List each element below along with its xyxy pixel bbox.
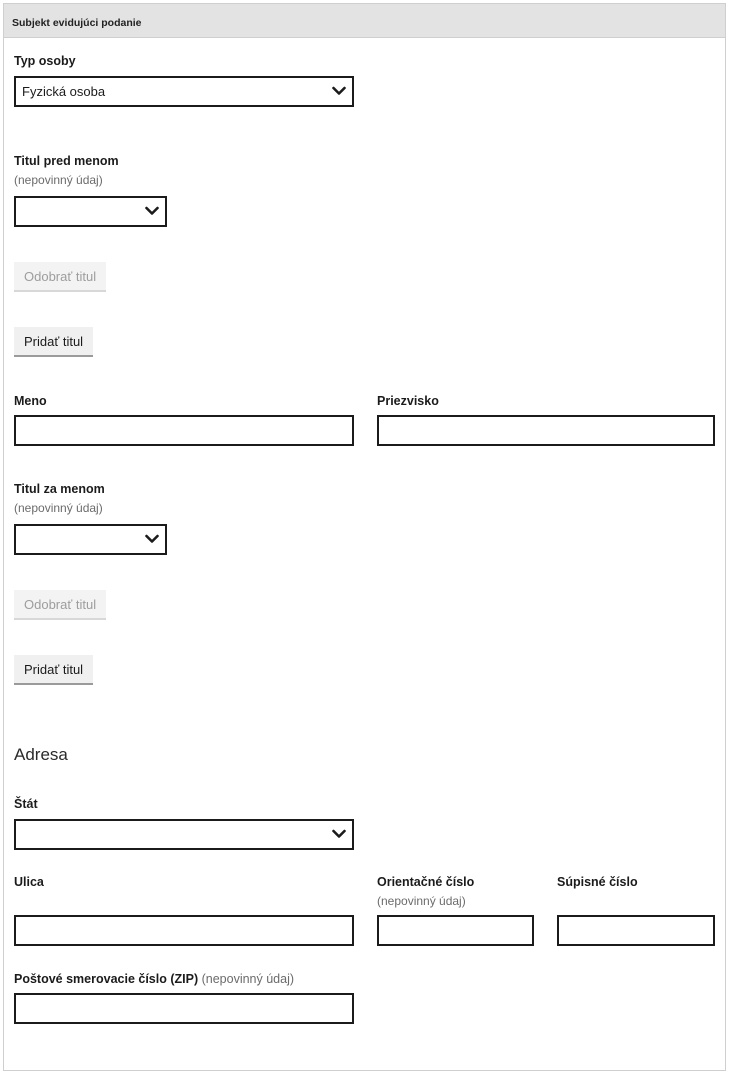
first-name-label: Meno: [14, 394, 47, 408]
last-name-label: Priezvisko: [377, 394, 439, 408]
first-name-input[interactable]: [14, 415, 354, 446]
orientation-number-optional: (nepovinný údaj): [377, 894, 466, 908]
add-title-before-button[interactable]: Pridať titul: [14, 327, 93, 357]
zip-input[interactable]: [14, 993, 354, 1024]
title-before-select[interactable]: [14, 196, 167, 227]
street-input[interactable]: [14, 915, 354, 946]
zip-label: [14, 972, 294, 986]
country-select[interactable]: [14, 819, 354, 850]
supisne-number-input[interactable]: [557, 915, 715, 946]
person-type-label: Typ osoby: [14, 54, 76, 68]
orientation-number-label: Orientačné číslo: [377, 875, 475, 889]
title-after-select[interactable]: [14, 524, 167, 555]
supisne-number-label: Súpisné číslo: [557, 875, 638, 889]
title-after-label: Titul za menom: [14, 482, 105, 496]
panel-title: Subjekt evidujúci podanie: [12, 17, 142, 29]
last-name-input[interactable]: [377, 415, 715, 446]
panel-header: [4, 4, 725, 38]
title-before-optional: (nepovinný údaj): [14, 173, 103, 187]
remove-title-before-button[interactable]: Odobrať titul: [14, 262, 106, 292]
title-before-label: Titul pred menom: [14, 154, 119, 168]
address-heading: Adresa: [14, 745, 68, 764]
orientation-number-input[interactable]: [377, 915, 534, 946]
chevron-down-icon: [145, 534, 159, 544]
add-title-after-button[interactable]: Pridať titul: [14, 655, 93, 685]
zip-label-text: Poštové smerovacie číslo (ZIP): [14, 972, 199, 986]
chevron-down-icon: [332, 86, 346, 96]
person-type-value: Fyzická osoba: [22, 84, 106, 99]
remove-title-after-button[interactable]: Odobrať titul: [14, 590, 106, 620]
chevron-down-icon: [145, 206, 159, 216]
country-label: Štát: [14, 797, 38, 811]
person-type-select[interactable]: [14, 76, 354, 107]
zip-optional: (nepovinný údaj): [201, 972, 295, 986]
street-label: Ulica: [14, 875, 44, 889]
subject-panel: [3, 3, 726, 1071]
chevron-down-icon: [332, 829, 346, 839]
title-after-optional: (nepovinný údaj): [14, 501, 103, 515]
